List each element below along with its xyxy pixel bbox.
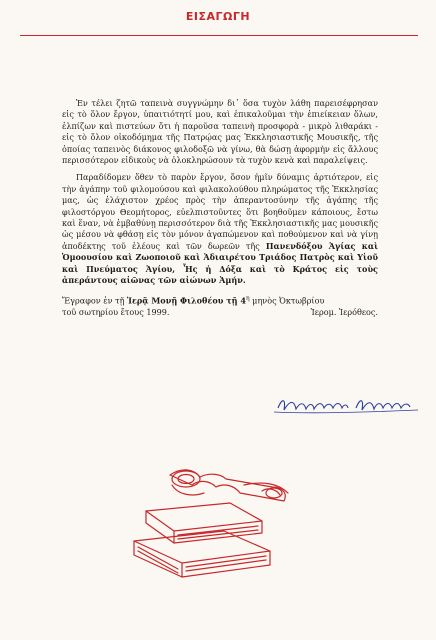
title-rule <box>20 35 418 36</box>
books-and-scroll-illustration <box>112 463 317 588</box>
paragraph-apology: Ἐν τέλει ζητῶ ταπεινὰ συγγνώμην δι᾽ ὅσα τυχὸν λάθη παρεισέφρησαν εἰς τὸ ὅλον ἔργον, ὑπαιτιότητί μου, καὶ ἐπικαλοῦμαι τὴν ἐπιείκειαν ὅλων, ἐλπίζων καὶ πιστεύων ὅτι ἡ παροῦσα ταπεινὴ προσφορὰ - μικρὸ λιθαράκι - εἰς τὸ ὅλον οἰκοδόμημα τῆς Πατρῴας μας Ἐκκλησιαστικῆς Μουσικῆς, τῆς ὁποίας ταπεινὸς διάκονος φιλοδοξῶ νὰ γίνω, θὰ δώσῃ ἀφορμὴν εἰς ἄλλους περισσότερον εἰδικοὺς νὰ ὁλοκληρώσουν τὰ τυχὸν κενὰ καὶ παραλείψεις. <box>62 98 378 166</box>
dated-month: μηνὸς Ὀκτωβρίου <box>249 295 325 306</box>
scroll-icon <box>170 470 288 501</box>
dated-line <box>62 293 378 307</box>
monastery-name: Ἱερᾷ Μονῇ Φιλοθέου τῇ 4 <box>127 295 246 306</box>
dated-prefix: Ἔγραφον ἐν τῇ <box>62 295 127 306</box>
dated-line-2 <box>62 307 378 318</box>
date-suffix: η <box>246 294 250 302</box>
page-title: ΕΙΣΑΓΩΓΗ <box>185 10 251 23</box>
handwritten-signature <box>272 390 422 418</box>
dedication-text: Παραδίδομεν ὅθεν τὸ παρὸν ἔργον, ὅσον ἡμῖν δύναμις ἀρτιότερον, εἰς τὴν ἀγάπην τοῦ φιλομούσου καὶ φιλακολούθου πληρώματος τῆς Ἐκκλησίας μας, ὡς ἐλάχιστον χρέος πρὸς τὴν ἀπεραντοσύνην τῆς ἀγάπης τῆς φιλοστόργου Θεομήτορος, εὐελπιστοῦντες ὅτι βοηθοῦμεν κάποιους, ἔστω καὶ ἕναν, νὰ ἐμβαθύνῃ περισσότερον διὰ τῆς Ἐκκλησιαστικῆς μας μουσικῆς ὡς μέσου νὰ φθάσῃ εἰς τὸν μόνον ἀγαπώμενον καὶ ποθούμενον καὶ νὰ γίνῃ ἀποδέκτης τοῦ ἐλέους καὶ τῶν δωρεῶν τῆς <box>62 172 378 251</box>
paragraph-dedication <box>62 172 378 286</box>
book-icon-bottom <box>134 531 270 577</box>
book-icon-top <box>146 503 262 543</box>
author-name: Ἱερομ. Ἱερόθεος. <box>310 306 378 317</box>
introduction-text <box>62 98 378 318</box>
dedication-doxology: Πανενδόξου Ἁγίας καὶ Ὁμοουσίου καὶ Ζωοποιοῦ καὶ Ἀδιαιρέτου Τριάδος Πατρὸς καὶ Υἱοῦ καὶ Πνεύματος Ἁγίου, Ἧς ἡ Δόξα καὶ τὸ Κράτος εἰς τοὺς ἀπεράντους αἰῶνας τῶν αἰώνων Ἀμήν. <box>62 240 378 286</box>
year-text: τοῦ σωτηρίου ἔτους 1999. <box>62 306 170 317</box>
